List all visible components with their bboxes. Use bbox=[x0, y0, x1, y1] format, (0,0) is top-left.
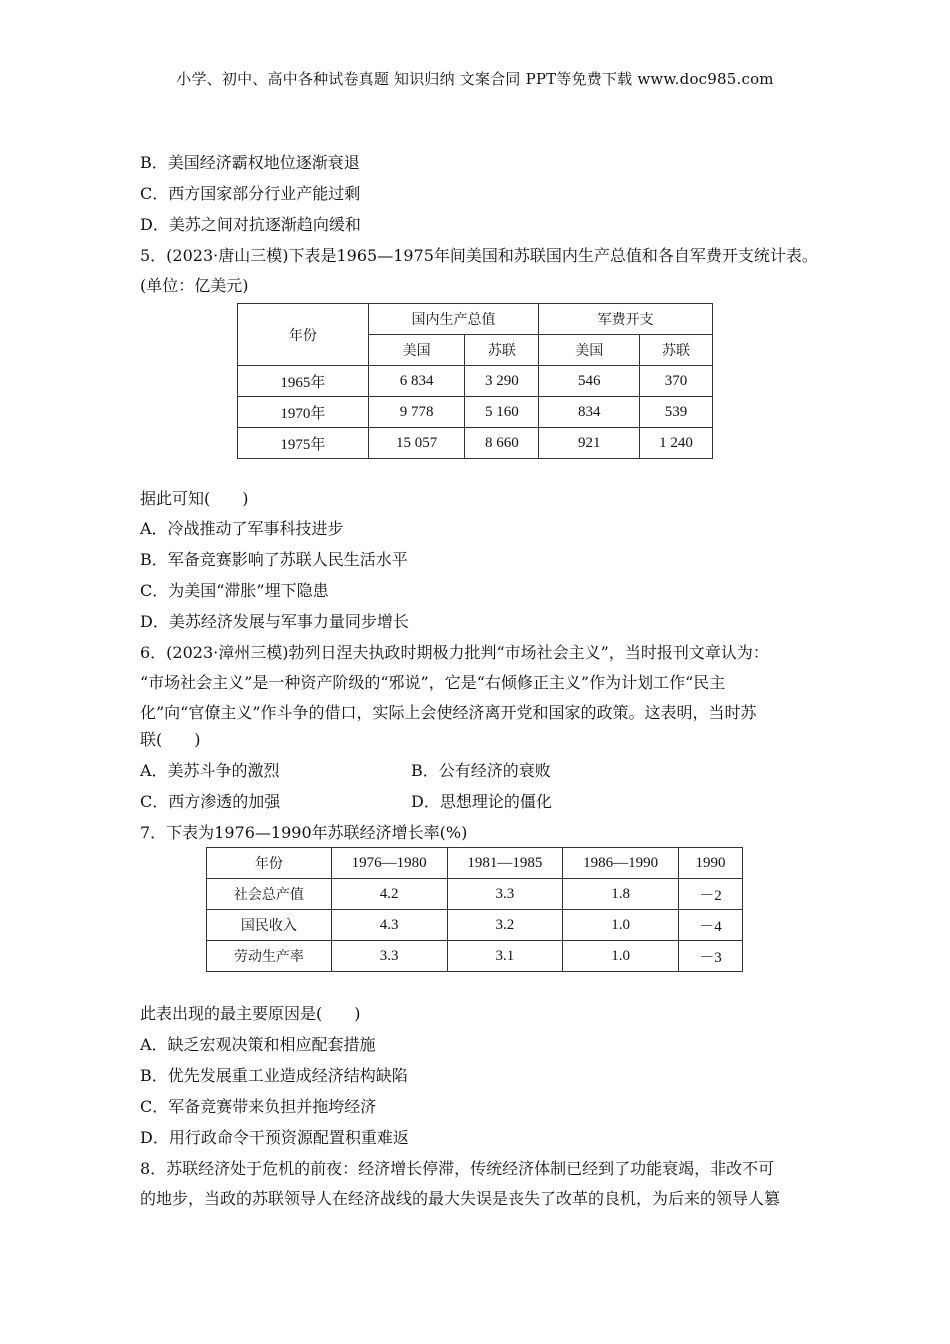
table-cell: 5 160 bbox=[465, 397, 539, 428]
q7-prompt: 此表出现的最主要原因是( ) bbox=[140, 1004, 361, 1023]
q5-gdp-header: 国内生产总值 bbox=[368, 304, 539, 335]
table-cell: －2 bbox=[679, 879, 743, 910]
q6-stem-line: 6．(2023·漳州三模)勃列日涅夫执政时期极力批判“市场社会主义”，当时报刊文章认为： bbox=[140, 643, 769, 662]
q8-stem-line: 8．苏联经济处于危机的前夜：经济增长停滞，传统经济体制已经到了功能衰竭，非改不可 bbox=[140, 1159, 775, 1178]
q7-option-d: D．用行政命令干预资源配置积重难返 bbox=[140, 1128, 409, 1147]
table-cell: 1 240 bbox=[640, 428, 713, 459]
table-row bbox=[207, 941, 743, 972]
q4-option-c: C．西方国家部分行业产能过剩 bbox=[140, 184, 361, 203]
q7-option-a: A．缺乏宏观决策和相应配套措施 bbox=[140, 1035, 376, 1054]
table-cell: 546 bbox=[539, 366, 640, 397]
table-cell: 1.0 bbox=[563, 941, 679, 972]
table-cell: －3 bbox=[679, 941, 743, 972]
q5-military-header: 军费开支 bbox=[539, 304, 713, 335]
table-cell: 3.1 bbox=[447, 941, 563, 972]
table-cell: 1.8 bbox=[563, 879, 679, 910]
table-cell: 国民收入 bbox=[207, 910, 332, 941]
table-cell: 4.2 bbox=[331, 879, 447, 910]
q6-stem-line: 化”向“官僚主义”作斗争的借口，实际上会使经济离开党和国家的政策。这表明，当时苏 bbox=[140, 703, 757, 722]
table-cell: 539 bbox=[640, 397, 713, 428]
table-cell: 6 834 bbox=[368, 366, 465, 397]
table-cell: 4.3 bbox=[331, 910, 447, 941]
q7-table bbox=[206, 847, 743, 972]
q8-stem-line: 的地步，当政的苏联领导人在经济战线的最大失误是丧失了改革的良机，为后来的领导人篡 bbox=[140, 1189, 781, 1208]
q5-stem: 5．(2023·唐山三模)下表是1965—1975年间美国和苏联国内生产总值和各自军费开支统计表。 bbox=[140, 246, 818, 265]
q6-stem-line: “市场社会主义”是一种资产阶级的“邪说”，它是“右倾修正主义”作为计划工作“民主 bbox=[140, 673, 726, 692]
table-cell: 3.2 bbox=[447, 910, 563, 941]
page-header: 小学、初中、高中各种试卷真题 知识归纳 文案合同 PPT等免费下载 www.doc985.com bbox=[176, 70, 774, 88]
q6-option-d: D．思想理论的僵化 bbox=[411, 792, 552, 811]
q5-subheader: 苏联 bbox=[465, 335, 539, 366]
q7-option-c: C．军备竞赛带来负担并拖垮经济 bbox=[140, 1097, 377, 1116]
table-cell: 9 778 bbox=[368, 397, 465, 428]
q6-option-b: B．公有经济的衰败 bbox=[411, 761, 551, 780]
q6-option-a: A．美苏斗争的激烈 bbox=[140, 761, 280, 780]
table-cell: 3.3 bbox=[447, 879, 563, 910]
table-cell: 1970年 bbox=[238, 397, 369, 428]
table-cell: 3 290 bbox=[465, 366, 539, 397]
table-row bbox=[207, 879, 743, 910]
table-row bbox=[238, 366, 713, 397]
q7-header: 1990 bbox=[679, 848, 743, 879]
table-cell: 劳动生产率 bbox=[207, 941, 332, 972]
table-cell: 8 660 bbox=[465, 428, 539, 459]
q5-option-a: A．冷战推动了军事科技进步 bbox=[140, 519, 344, 538]
table-cell: －4 bbox=[679, 910, 743, 941]
table-row bbox=[238, 428, 713, 459]
table-cell: 1975年 bbox=[238, 428, 369, 459]
q5-subheader: 美国 bbox=[368, 335, 465, 366]
q6-options-row bbox=[140, 758, 551, 781]
table-cell: 1965年 bbox=[238, 366, 369, 397]
table-cell: 社会总产值 bbox=[207, 879, 332, 910]
q7-option-b: B．优先发展重工业造成经济结构缺陷 bbox=[140, 1066, 408, 1085]
table-cell: 15 057 bbox=[368, 428, 465, 459]
q5-option-d: D．美苏经济发展与军事力量同步增长 bbox=[140, 612, 409, 631]
q5-unit: (单位：亿美元) bbox=[140, 276, 249, 295]
table-cell: 3.3 bbox=[331, 941, 447, 972]
q7-header: 1981—1985 bbox=[447, 848, 563, 879]
table-cell: 834 bbox=[539, 397, 640, 428]
table-cell: 1.0 bbox=[563, 910, 679, 941]
q6-option-c: C．西方渗透的加强 bbox=[140, 792, 281, 811]
q5-table bbox=[237, 303, 713, 459]
q7-header: 年份 bbox=[207, 848, 332, 879]
table-row bbox=[207, 910, 743, 941]
q6-stem-line: 联( ) bbox=[140, 730, 201, 749]
q5-subheader: 美国 bbox=[539, 335, 640, 366]
table-row bbox=[238, 397, 713, 428]
q5-prompt: 据此可知( ) bbox=[140, 489, 249, 508]
table-cell: 370 bbox=[640, 366, 713, 397]
q4-option-d: D．美苏之间对抗逐渐趋向缓和 bbox=[140, 215, 361, 234]
q5-option-c: C．为美国“滞胀”埋下隐患 bbox=[140, 581, 329, 600]
q4-option-b: B．美国经济霸权地位逐渐衰退 bbox=[140, 153, 360, 172]
q5-year-header: 年份 bbox=[238, 304, 369, 366]
table-cell: 921 bbox=[539, 428, 640, 459]
q7-stem: 7．下表为1976—1990年苏联经济增长率(%) bbox=[140, 823, 468, 842]
q5-option-b: B．军备竞赛影响了苏联人民生活水平 bbox=[140, 550, 408, 569]
q7-header: 1976—1980 bbox=[331, 848, 447, 879]
q6-options-row bbox=[140, 789, 552, 812]
q7-header: 1986—1990 bbox=[563, 848, 679, 879]
q5-subheader: 苏联 bbox=[640, 335, 713, 366]
